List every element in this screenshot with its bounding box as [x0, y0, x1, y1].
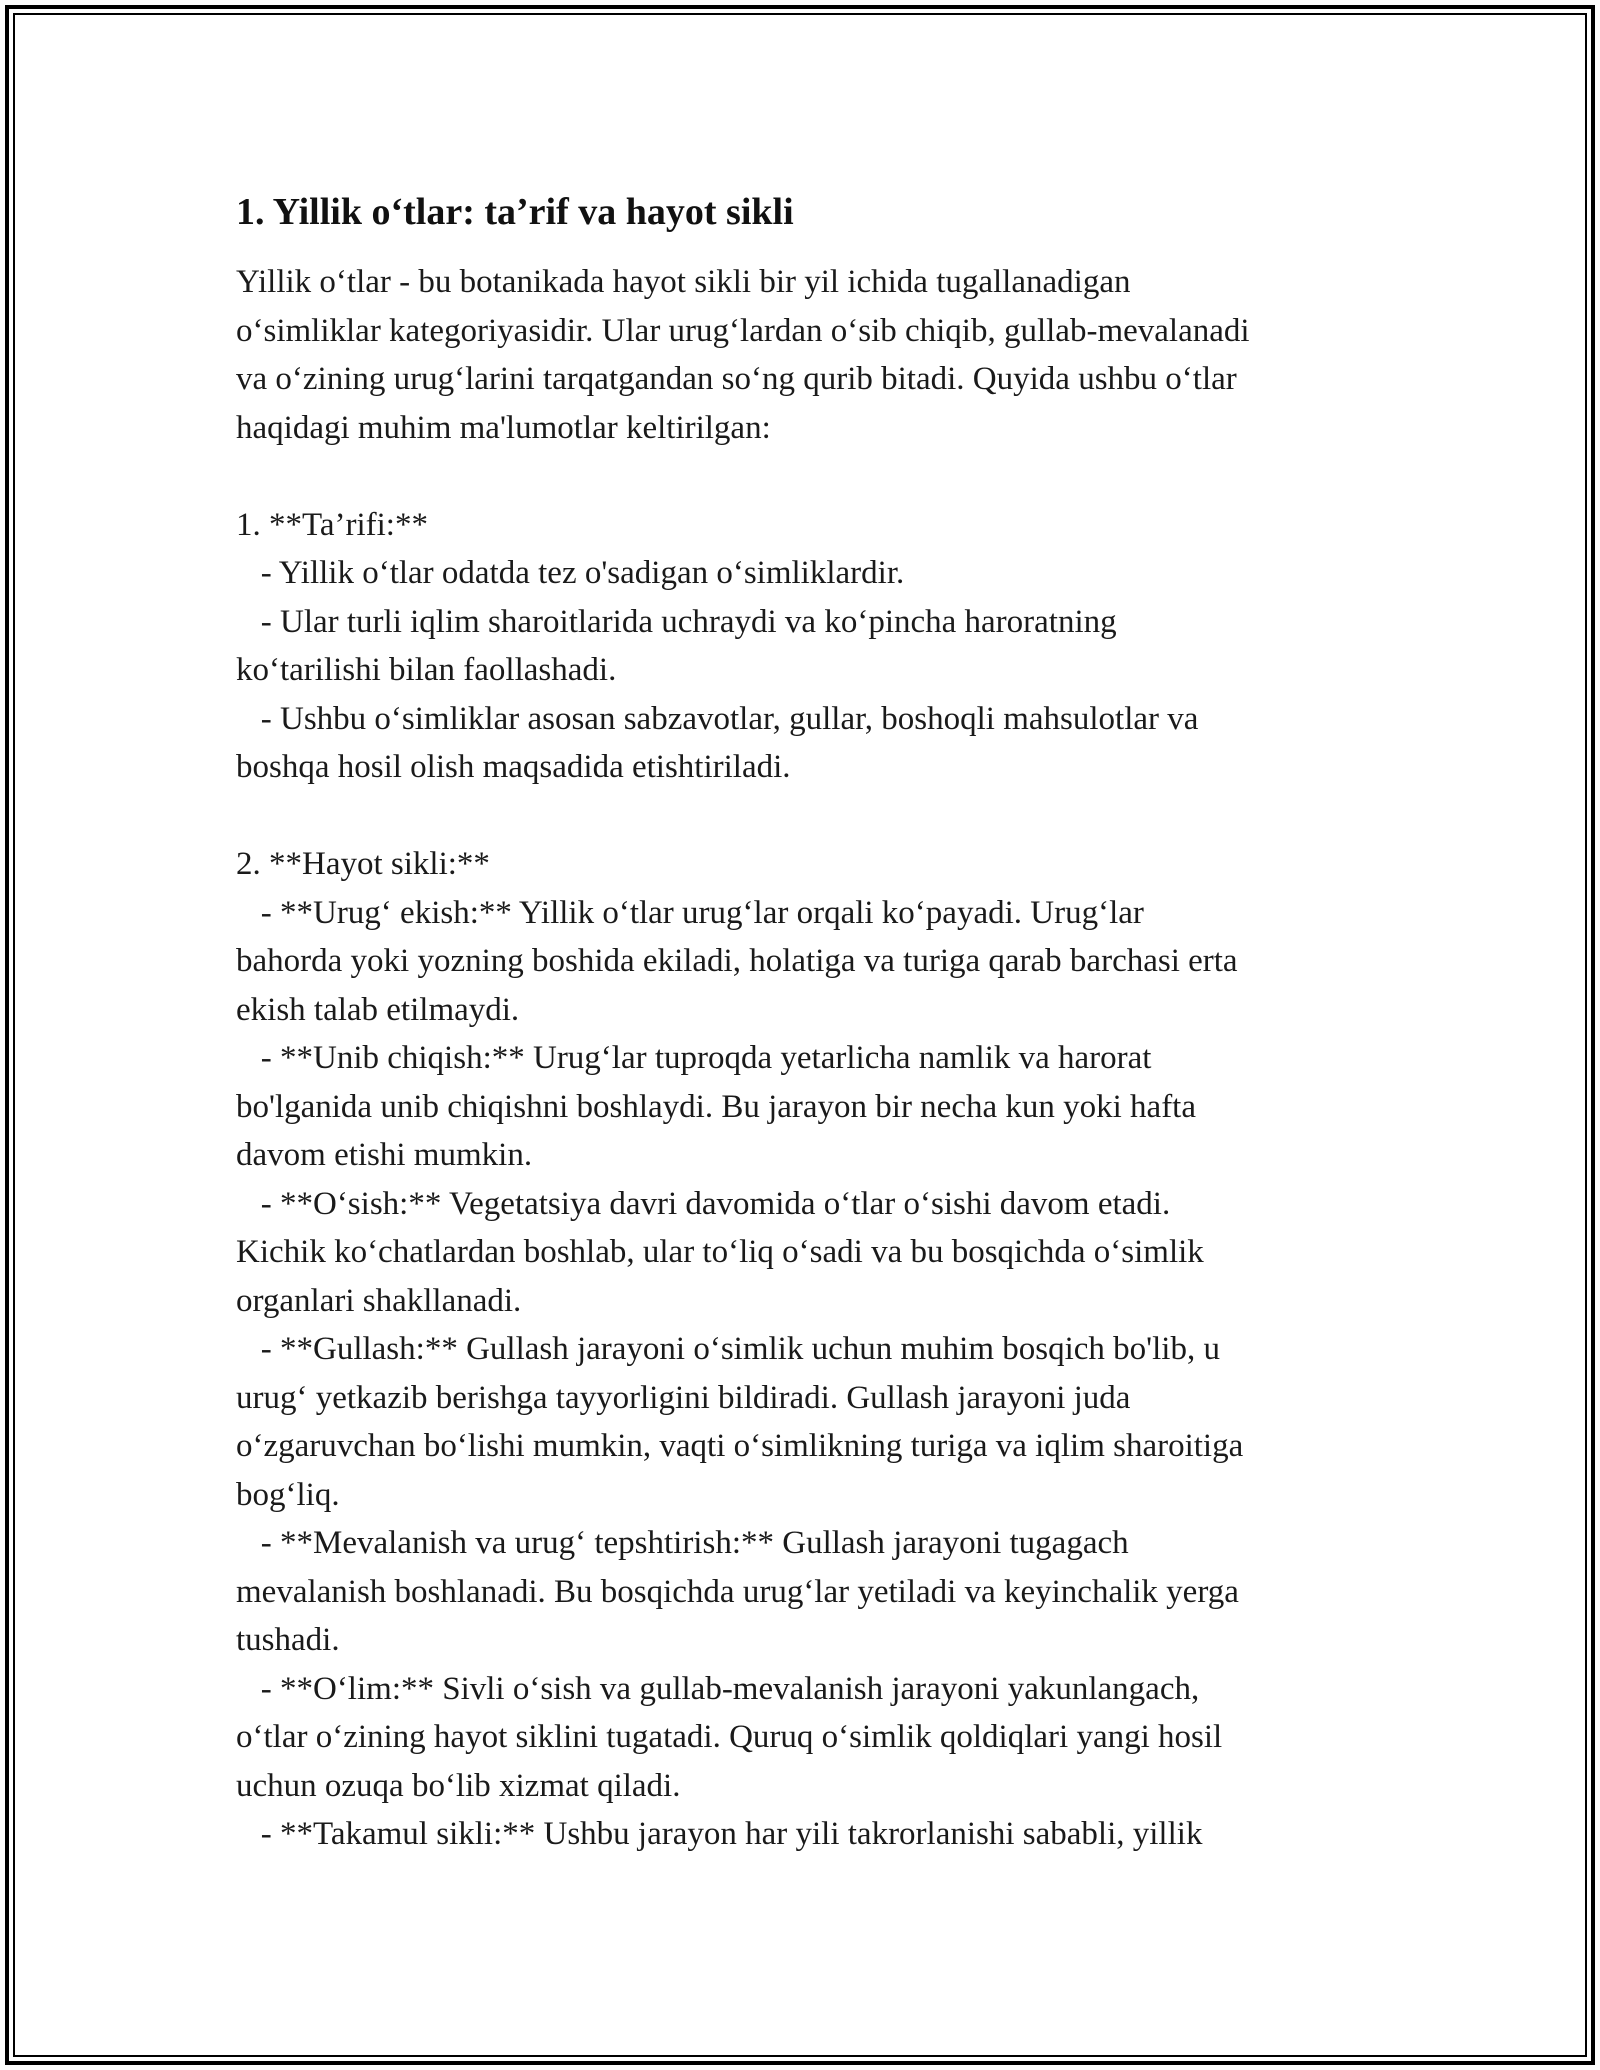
- document-title: 1. Yillik o‘tlar: ta’rif va hayot sikli: [236, 191, 794, 233]
- document-content: [236, 188, 1366, 1859]
- document-body: Yillik o‘tlar - bu botanikada hayot sikli bir yil ichida tugallanadigan o‘simliklar kategoriyasidir. Ular urug‘lardan o‘sib chiqib, gullab-mevalanadi va o‘zining urug‘larini tarqatgandan so‘ng qurib bitadi. Quyida ushbu o‘tlar haqidagi muhim ma'lumotlar keltirilgan: 1. **Ta’rifi:** - Yillik o‘tlar odatda tez o'sadigan o‘simliklardir. - Ular turli iqlim sharoitlarida uchraydi va ko‘pincha haroratning ko‘tarilishi bilan faollashadi. - Ushbu o‘simliklar asosan sabzavotlar, gullar, boshoqli mahsulotlar va boshqa hosil olish maqsadida etishtiriladi. 2. **Hayot sikli:** - **Urug‘ ekish:** Yillik o‘tlar urug‘lar orqali ko‘payadi. Urug‘lar bahorda yoki yozning boshida ekiladi, holatiga va turiga qarab barchasi erta ekish talab etilmaydi. - **Unib chiqish:** Urug‘lar tuproqda yetarlicha namlik va harorat bo'lganida unib chiqishni boshlaydi. Bu jarayon bir necha kun yoki hafta davom etishi mumkin. - **O‘sish:** Vegetatsiya davri davomida o‘tlar o‘sishi davom etadi. Kichik ko‘chatlardan boshlab, ular to‘liq o‘sadi va bu bosqichda o‘simlik organlari shakllanadi. - **Gullash:** Gullash jarayoni o‘simlik uchun muhim bosqich bo'lib, u urug‘ yetkazib berishga tayyorligini bildiradi. Gullash jarayoni juda o‘zgaruvchan bo‘lishi mumkin, vaqti o‘simlikning turiga va iqlim sharoitiga bog‘liq. - **Mevalanish va urug‘ tepshtirish:** Gullash jarayoni tugagach mevalanish boshlanadi. Bu bosqichda urug‘lar yetiladi va keyinchalik yerga tushadi. - **O‘lim:** Sivli o‘sish va gullab-mevalanish jarayoni yakunlangach, o‘tlar o‘zining hayot siklini tugatadi. Quruq o‘simlik qoldiqlari yangi hosil uchun ozuqa bo‘lib xizmat qiladi. - **Takamul sikli:** Ushbu jarayon har yili takrorlanishi sababli, yillik: [236, 264, 1250, 1852]
